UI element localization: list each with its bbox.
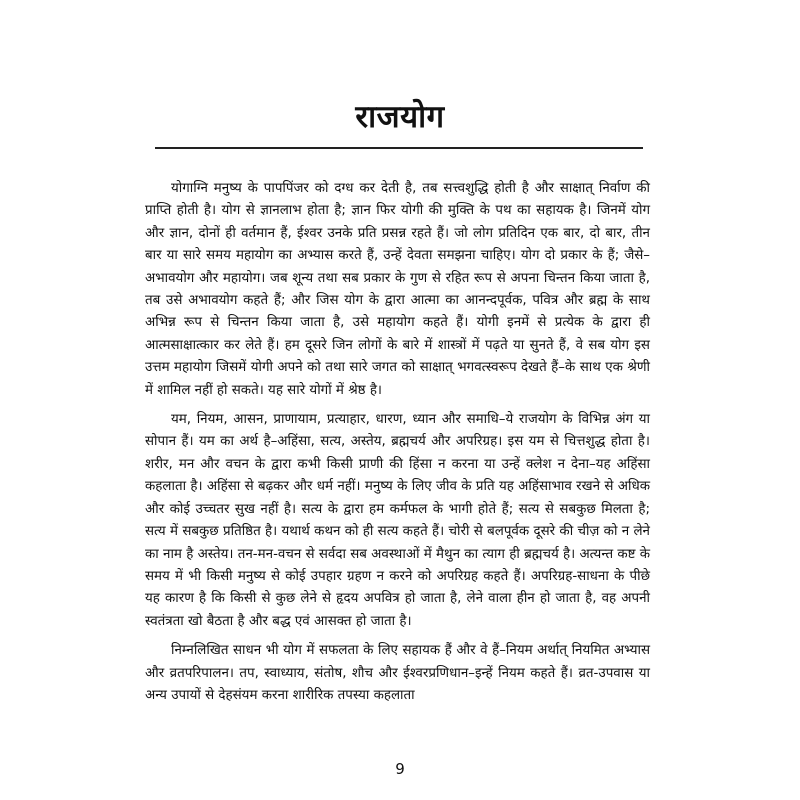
paragraph-2: यम, नियम, आसन, प्राणायाम, प्रत्याहार, धारण, ध्यान और समाधि–ये राजयोग के विभिन्न अंग या सोपान हैं। यम का अर्थ है–अहिंसा, सत्य, अस्तेय, ब्रह्मचर्य और अपरिग्रह। इस यम से चित्तशुद्ध होता है। शरीर, मन और वचन के द्वारा कभी किसी प्राणी की हिंसा न करना या उन्हें क्लेश न देना–यह अहिंसा कहलाता है। अहिंसा से बढ़कर और धर्म नहीं। मनुष्य के लिए जीव के प्रति यह अहिंसाभाव रखने से अधिक और कोई उच्चतर सुख नहीं है। सत्य के द्वारा हम कर्मफल के भागी होते हैं; सत्य से सबकुछ मिलता है; सत्य में सबकुछ प्रतिष्ठित है। यथार्थ कथन को ही सत्य कहते हैं। चोरी से बलपूर्वक दूसरे की चीज़ को न लेने का नाम है अस्तेय। तन-मन-वचन से सर्वदा सब अवस्थाओं में मैथुन का त्याग ही ब्रह्मचर्य है। अत्यन्त कष्ट के समय में भी किसी मनुष्य से कोई उपहार ग्रहण न करने को अपरिग्रह कहते हैं। अपरिग्रह-साधना के पीछे यह कारण है कि किसी से कुछ लेने से हृदय अपवित्र हो जाता है, लेने वाला हीन हो जाता है, वह अपनी स्वतंत्रता खो बैठता है और बद्ध एवं आसक्त हो जाता है। xyxy=(145,412,650,629)
paragraph-1: योगाग्नि मनुष्य के पापपिंजर को दग्ध कर देती है, तब सत्त्वशुद्धि होती है और साक्षात् निर्वाण की प्राप्ति होती है। योग से ज्ञानलाभ होता है; ज्ञान फिर योगी की मुक्ति के पथ का सहायक है। जिनमें योग और ज्ञान, दोनों ही वर्तमान हैं, ईश्वर उनके प्रति प्रसन्न रहते हैं। जो लोग प्रतिदिन एक बार, दो बार, तीन बार या सारे समय महायोग का अभ्यास करते हैं, उन्हें देवता समझना चाहिए। योग दो प्रकार के हैं; जैसे–अभावयोग और महायोग। जब शून्य तथा सब प्रकार के गुण से रहित रूप से अपना चिन्तन किया जाता है, तब उसे अभावयोग कहते हैं; और जिस योग के द्वारा आत्मा का आनन्दपूर्वक, पवित्र और ब्रह्म के साथ अभिन्न रूप से चिन्तन किया जाता है, उसे महायोग कहते हैं। योगी इनमें से प्रत्येक के द्वारा ही आत्मसाक्षात्कार कर लेते हैं। हम दूसरे जिन लोगों के बारे में शास्त्रों में पढ़ते या सुनते हैं, वे सब योग इस उत्तम महायोग जिसमें योगी अपने को तथा सारे जगत को साक्षात् भगवत्स्वरूप देखते हैं–के साथ एक श्रेणी में शामिल नहीं हो सकते। यह सारे योगों में श्रेष्ठ है। xyxy=(145,181,650,398)
body-text xyxy=(145,178,650,714)
page-title: राजयोग xyxy=(355,99,445,135)
paragraph-3: निम्नलिखित साधन भी योग में सफलता के लिए सहायक हैं और वे हैं–नियम अर्थात् नियमित अभ्यास और व्रतपरिपालन। तप, स्वाध्याय, संतोष, शौच और ईश्वरप्रणिधान–इन्हें नियम कहते हैं। व्रत-उपवास या अन्य उपायों से देहसंयम करना शारीरिक तपस्या कहलाता xyxy=(145,643,650,703)
page-number: 9 xyxy=(395,760,405,778)
title-underline xyxy=(155,147,643,149)
